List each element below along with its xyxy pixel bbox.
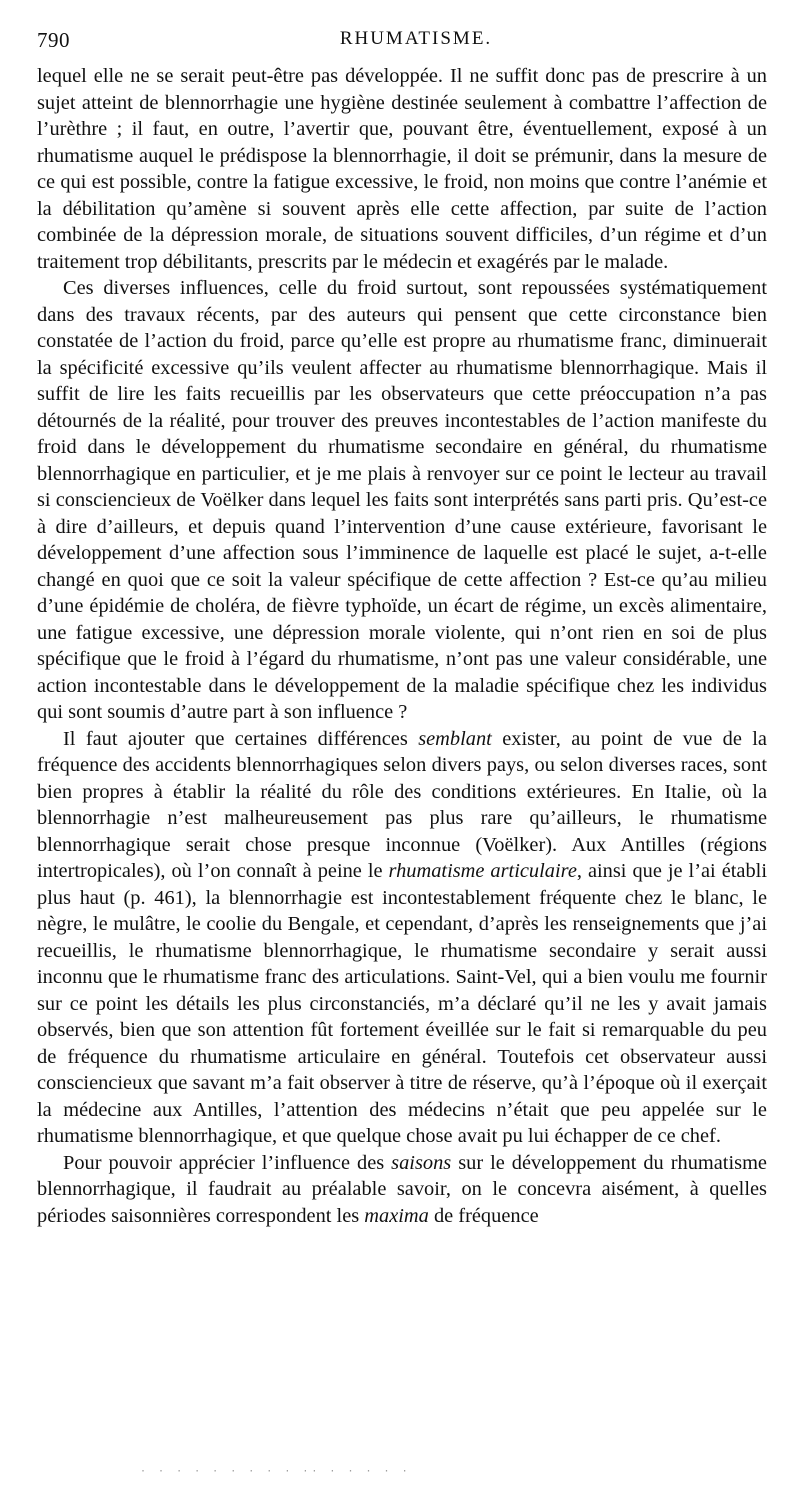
page-number: 790 xyxy=(37,28,70,52)
page-header xyxy=(37,28,765,58)
text-run: de fréquence xyxy=(428,1204,539,1227)
running-title: RHUMATISME. xyxy=(339,28,493,49)
italic-term: saisons xyxy=(391,1151,452,1174)
text-run: Ces diverses influences, celle du froid surtout, sont repoussées systématiquement dans des travaux récents, par des auteurs qui pensent que cette circonstance bien constatée de l’action du froid, parce qu’elle est propre au rhumatisme franc, diminuerait la spécificité excessive qu’ils veulent affecter au rhumatisme blennorrhagique. Mais il suffit de lire les faits recueillis par les observateurs que cette préoccupation n’a pas détournés de la réalité, pour trouver des preuves incontestables de l’action manifeste du froid dans le développement du rhumatisme secondaire en général, du rhumatisme blennorrhagique en particulier, et je me plais à renvoyer sur ce point le lecteur au travail si consciencieux de Voëlker dans lequel les faits sont interprétés sans parti pris. Qu’est-ce à dire d’ailleurs, et depuis quand l’intervention d’une cause extérieure, favorisant le développement d’une affection sous l’imminence de laquelle est placé le sujet, a-t-elle changé en quoi que ce soit la valeur spécifique de cette affection ? Est-ce qu’au milieu d’une épidémie de choléra, de fièvre typhoïde, un écart de régime, un excès alimentaire, une fatigue excessive, une dépression morale violente, qui n’ont rien en soi de plus spécifique que le froid à l’égard du rhumatisme, n’ont pas une valeur considérable, une action incontestable dans le développement de la maladie spécifique chez les individus qui sont soumis d’autre part à son influence ? xyxy=(37,277,767,723)
paragraph xyxy=(37,1150,767,1230)
text-run: , ainsi que je l’ai établi plus haut (p. 461), la blennorrhagie est incontestablement fréquente chez le blanc, le nègre, le mulâtre, le coolie du Bengale, et cependant, d’après les renseignements que j’ai recueillis, le rhumatisme blennorrhagique, le rhumatisme secondaire y serait aussi inconnu que le rhumatisme franc des articulations. Saint-Vel, qui a bien voulu me fournir sur ce point les détails les plus circonstanciés, m’a déclaré qu’il ne les y avait jamais observés, bien que son attention fût fortement éveillée sur le fait si remarquable du peu de fréquence du rhumatisme articulaire en général. Toutefois cet observateur aussi consciencieux que savant m’a fait observer à titre de réserve, qu’à l’époque où il exerçait la médecine aux Antilles, l’attention des médecins n’était que peu appelée sur le rhumatisme blennorrhagique, et que quelque chose avait pu lui échapper de ce chef. xyxy=(37,860,767,1147)
text-run: Pour pouvoir apprécier l’influence des xyxy=(63,1151,392,1174)
paragraph xyxy=(37,63,767,275)
italic-term: maxima xyxy=(364,1204,429,1227)
body-text xyxy=(37,63,767,1229)
italic-term: semblant xyxy=(418,727,492,750)
text-run: sur le développement du rhumatisme blennorrhagique, il faudrait au préalable savoir, on le concevra aisément, à quelles périodes saisonnières correspondent les xyxy=(37,1151,767,1227)
paragraph xyxy=(37,275,767,726)
text-run: exister, au point de vue de la fréquence des accidents blennorrhagiques selon divers pays, ou selon diverses races, sont bien propres à établir la réalité du rôle des conditions extérieures. En Italie, où la blennorrhagie n’est malheureusement pas plus rare qu’ailleurs, le rhumatisme blennorrhagique serait chose presque inconnue (Voëlker). Aux Antilles (régions intertropicales), où l’on connaît à peine le xyxy=(37,727,767,882)
text-run: lequel elle ne se serait peut-être pas développée. Il ne suffit donc pas de prescrire à un sujet atteint de blennorrhagie une hygiène destinée seulement à combattre l’affection de l’urèthre ; il faut, en outre, l’avertir que, pouvant être, éventuellement, exposé à un rhumatisme auquel le prédispose la blennorrhagie, il doit se prémunir, dans la mesure de ce qui est possible, contre la fatigue excessive, le froid, non moins que contre l’anémie et la débilitation qu’amène si souvent après elle cette affection, par suite de l’action combinée de la dépression morale, de situations souvent difficiles, d’un régime et d’un traitement trop débilitants, prescrits par le médecin et exagérés par le malade. xyxy=(37,65,767,273)
paragraph xyxy=(37,726,767,1150)
page-footer-specks: · · · · · · · · · ·· · · · · · xyxy=(140,1466,411,1477)
text-run: Il faut ajouter que certaines différences xyxy=(63,727,419,750)
italic-term: rhumatisme articulaire xyxy=(388,860,577,882)
